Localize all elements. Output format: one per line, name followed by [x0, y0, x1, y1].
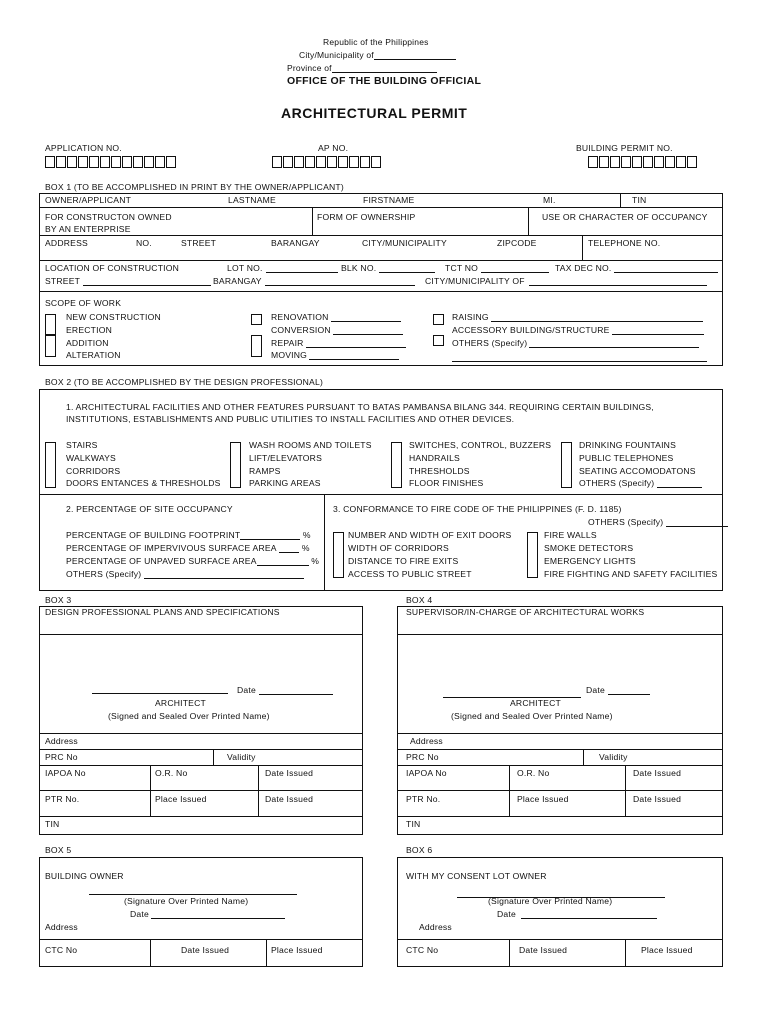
scope-label: SCOPE OF WORK [45, 298, 122, 308]
scope-checkbox[interactable] [45, 335, 56, 357]
mi-label: MI. [543, 195, 556, 205]
tct-no-label: TCT NO [445, 263, 549, 273]
barangay2-label: BARANGAY [213, 276, 415, 286]
facility-item: CORRIDORS [66, 466, 121, 476]
box3-place-issued: Place Issued [155, 794, 207, 804]
blk-no-label: BLK NO. [341, 263, 435, 273]
box4-validity: Validity [599, 752, 628, 762]
owner-applicant-label: OWNER/APPLICANT [45, 195, 132, 205]
scope-item: REPAIR [271, 338, 406, 348]
item1-text-1: 1. ARCHITECTURAL FACILITIES AND OTHER FEATURES PURSUANT TO BATAS PAMBANSA BILANG 344. REQUIRING CERTAIN BUILDINGS, [66, 402, 654, 412]
fire-others-label: OTHERS (Specify) [588, 517, 728, 527]
item1-text-2: INSTITUTIONS, ESTABLISHMENTS AND PUBLIC UTILITIES TO INSTALL FACILITIES AND OTHER DEVICES. [66, 414, 515, 424]
item2-title: 2. PERCENTAGE OF SITE OCCUPANCY [66, 504, 233, 514]
republic-text: Republic of the Philippines [323, 37, 429, 47]
lastname-label: LASTNAME [228, 195, 276, 205]
facility-item: STAIRS [66, 440, 98, 450]
scope-item: ADDITION [66, 338, 109, 348]
box6-place-issued: Place Issued [641, 945, 693, 955]
box3-signed: (Signed and Sealed Over Printed Name) [108, 711, 270, 721]
use-occupancy-label: USE OR CHARACTER OF OCCUPANCY [542, 212, 708, 222]
street-label: STREET [181, 238, 217, 248]
box5-label: BOX 5 [45, 845, 72, 855]
facility-item: SWITCHES, CONTROL, BUZZERS [409, 440, 552, 450]
box5-date-issued: Date Issued [181, 945, 230, 955]
box4-iapoa-no: IAPOA No [406, 768, 447, 778]
pct-impervious-label: PERCENTAGE OF IMPERVIVOUS SURFACE AREA % [66, 543, 310, 553]
box3-prc-no: PRC No [45, 752, 78, 762]
scope-item: CONVERSION [271, 325, 403, 335]
facility-item: PARKING AREAS [249, 478, 321, 488]
facility-item: LIFT/ELEVATORS [249, 453, 323, 463]
box4-prc-no: PRC No [406, 752, 439, 762]
address-label: ADDRESS [45, 238, 88, 248]
box5-date: Date [130, 909, 285, 919]
city-municipality-field-label: CITY/MUNICIPALITY [362, 238, 447, 248]
box4-label: BOX 4 [406, 595, 433, 605]
box6-label: BOX 6 [406, 845, 433, 855]
scope-item: ALTERATION [66, 350, 121, 360]
facility-checkbox[interactable] [45, 442, 56, 488]
scope-item: ACCESSORY BUILDING/STRUCTURE [452, 325, 704, 335]
scope-item: OTHERS (Specify) [452, 338, 699, 348]
fire-item: SMOKE DETECTORS [544, 543, 634, 553]
box4-date-issued-2: Date Issued [633, 794, 682, 804]
ap-no-cells[interactable] [272, 156, 382, 168]
building-permit-no-cells[interactable] [588, 156, 698, 168]
scope-item: NEW CONSTRUCTION [66, 312, 161, 322]
box5-signature: (Signature Over Printed Name) [124, 896, 249, 906]
scope-checkbox[interactable] [251, 335, 262, 357]
facility-item: WASH ROOMS AND TOILETS [249, 440, 372, 450]
box1-heading: BOX 1 (TO BE ACCOMPLISHED IN PRINT BY THE OWNER/APPLICANT) [45, 182, 344, 192]
page-title: ARCHITECTURAL PERMIT [281, 105, 468, 121]
box3-architect: ARCHITECT [155, 698, 206, 708]
box5-title: BUILDING OWNER [45, 871, 124, 881]
location-label: LOCATION OF CONSTRUCTION [45, 263, 180, 273]
box6-ctc-no: CTC No [406, 945, 439, 955]
no-label: NO. [136, 238, 152, 248]
province-label: Province of [287, 63, 437, 73]
box3-date-issued-2: Date Issued [265, 794, 314, 804]
zipcode-label: ZIPCODE [497, 238, 537, 248]
firstname-label: FIRSTNAME [363, 195, 415, 205]
application-no-label: APPLICATION NO. [45, 143, 122, 153]
box3-tin: TIN [45, 819, 60, 829]
box4-signed: (Signed and Sealed Over Printed Name) [451, 711, 613, 721]
box3-date: Date [237, 685, 333, 695]
scope-checkbox[interactable] [45, 314, 56, 335]
scope-item: ERECTION [66, 325, 113, 335]
box3-date-issued: Date Issued [265, 768, 314, 778]
box4-tin: TIN [406, 819, 421, 829]
enterprise-label-2: BY AN ENTERPRISE [45, 224, 131, 234]
item3-title: 3. CONFORMANCE TO FIRE CODE OF THE PHILIPPINES (F. D. 1185) [333, 504, 622, 514]
pct-others-label: OTHERS (Specify) [66, 569, 304, 579]
facility-item: FLOOR FINISHES [409, 478, 484, 488]
building-permit-no-label: BUILDING PERMIT NO. [576, 143, 673, 153]
facility-item: SEATING ACCOMODATONS [579, 466, 696, 476]
facility-item: HANDRAILS [409, 453, 460, 463]
scope-item: MOVING [271, 350, 399, 360]
street2-label: STREET [45, 276, 211, 286]
fire-item: EMERGENCY LIGHTS [544, 556, 636, 566]
scope-checkbox[interactable] [433, 314, 444, 325]
fire-item: FIRE WALLS [544, 530, 597, 540]
fire-item: WIDTH OF CORRIDORS [348, 543, 449, 553]
facility-checkbox[interactable] [561, 442, 572, 488]
fire-item: ACCESS TO PUBLIC STREET [348, 569, 472, 579]
box6-date-issued: Date Issued [519, 945, 568, 955]
fire-item: FIRE FIGHTING AND SAFETY FACILITIES [544, 569, 718, 579]
box5-ctc-no: CTC No [45, 945, 78, 955]
box5-address: Address [45, 922, 78, 932]
box3-validity: Validity [227, 752, 256, 762]
box4-architect: ARCHITECT [510, 698, 561, 708]
office-title: OFFICE OF THE BUILDING OFFICIAL [287, 75, 482, 87]
box4-title: SUPERVISOR/IN-CHARGE OF ARCHITECTURAL WORKS [406, 607, 645, 617]
city-municipality-label: City/Municipality of [299, 50, 456, 60]
pct-unpaved-label: PERCENTAGE OF UNPAVED SURFACE AREA % [66, 556, 320, 566]
facility-item: DRINKING FOUNTAINS [579, 440, 677, 450]
telephone-label: TELEPHONE NO. [588, 238, 661, 248]
scope-checkbox[interactable] [251, 314, 262, 325]
enterprise-label-1: FOR CONSTRUCTON OWNED [45, 212, 172, 222]
fire-checkbox[interactable] [527, 532, 538, 578]
barangay-label: BARANGAY [271, 238, 320, 248]
facility-item: PUBLIC TELEPHONES [579, 453, 674, 463]
lot-no-label: LOT NO. [227, 263, 338, 273]
facility-checkbox[interactable] [230, 442, 241, 488]
box4-date-issued: Date Issued [633, 768, 682, 778]
application-no-cells[interactable] [45, 156, 177, 168]
ap-no-label: AP NO. [318, 143, 349, 153]
box3-or-no: O.R. No [155, 768, 188, 778]
facility-item: WALKWAYS [66, 453, 116, 463]
facility-item: DOORS ENTANCES & THRESHOLDS [66, 478, 221, 488]
box3-address: Address [45, 736, 78, 746]
box6-address: Address [419, 922, 452, 932]
scope-item: RENOVATION [271, 312, 401, 322]
form-of-ownership-label: FORM OF OWNERSHIP [317, 212, 416, 222]
facility-item: RAMPS [249, 466, 281, 476]
facility-item: THRESHOLDS [409, 466, 470, 476]
box3-ptr-no: PTR No. [45, 794, 80, 804]
box3-iapoa-no: IAPOA No [45, 768, 86, 778]
box6-title: WITH MY CONSENT LOT OWNER [406, 871, 547, 881]
box4-address: Address [410, 736, 443, 746]
facility-checkbox[interactable] [391, 442, 402, 488]
city-of-label: CITY/MUNICIPALITY OF [425, 276, 707, 286]
facility-item: OTHERS (Specify) [579, 478, 702, 488]
fire-checkbox[interactable] [333, 532, 344, 578]
fire-item: DISTANCE TO FIRE EXITS [348, 556, 459, 566]
box4-date: Date [586, 685, 650, 695]
box6-date: Date [497, 909, 657, 919]
tin-label: TIN [632, 195, 647, 205]
box5-place-issued: Place Issued [271, 945, 323, 955]
scope-checkbox[interactable] [433, 335, 444, 346]
box2-heading: BOX 2 (TO BE ACCOMPLISHED BY THE DESIGN PROFESSIONAL) [45, 377, 324, 387]
box3-label: BOX 3 [45, 595, 72, 605]
box4-ptr-no: PTR No. [406, 794, 441, 804]
box4-place-issued: Place Issued [517, 794, 569, 804]
box6-signature: (Signature Over Printed Name) [488, 896, 613, 906]
box3-title: DESIGN PROFESSIONAL PLANS AND SPECIFICATIONS [45, 607, 280, 617]
tax-dec-no-label: TAX DEC NO. [555, 263, 718, 273]
scope-item: RAISING [452, 312, 703, 322]
pct-footprint-label: PERCENTAGE OF BUILDING FOOTPRINT % [66, 530, 311, 540]
box4-or-no: O.R. No [517, 768, 550, 778]
fire-item: NUMBER AND WIDTH OF EXIT DOORS [348, 530, 512, 540]
